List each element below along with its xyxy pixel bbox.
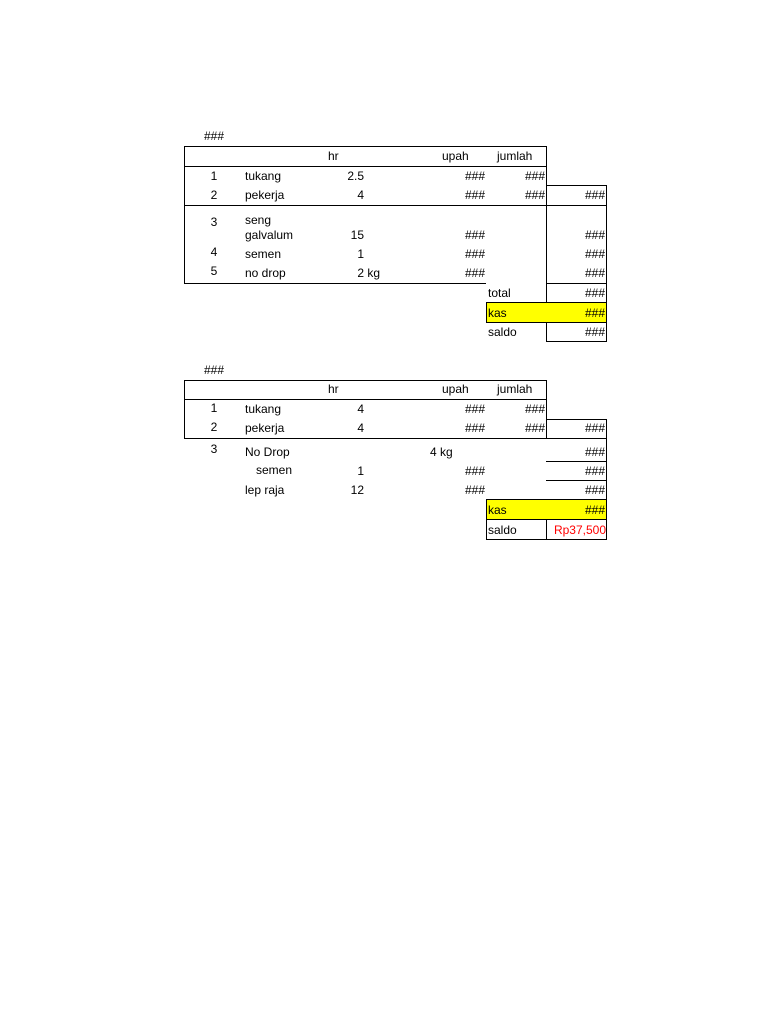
upah-value[interactable]: ###: [464, 402, 485, 416]
upah-value[interactable]: ###: [464, 228, 485, 242]
summary-saldo-label[interactable]: saldo: [488, 325, 517, 339]
grid-line: [606, 185, 607, 341]
summary-kas-value[interactable]: ###: [584, 503, 605, 517]
summary-kas-label[interactable]: kas: [488, 306, 507, 320]
upah-value[interactable]: ###: [464, 169, 485, 183]
header-upah[interactable]: upah: [442, 382, 469, 396]
grid-line: [546, 461, 607, 462]
grid-line: [546, 341, 607, 342]
header-hr[interactable]: hr: [328, 382, 339, 396]
upah-value[interactable]: ###: [464, 421, 485, 435]
total-value[interactable]: ###: [584, 247, 605, 261]
total-value[interactable]: ###: [584, 266, 605, 280]
upah-value[interactable]: ###: [464, 266, 485, 280]
upah-value[interactable]: ###: [464, 188, 485, 202]
grid-line: [184, 399, 547, 400]
grid-line: [546, 438, 607, 439]
hr-value[interactable]: 2.5: [347, 169, 364, 183]
row-number[interactable]: 2: [210, 420, 218, 434]
grid-line: [606, 419, 607, 438]
grid-line: [184, 205, 547, 206]
jumlah-value[interactable]: ###: [524, 188, 545, 202]
row-number[interactable]: 5: [210, 264, 218, 278]
grid-line: [546, 283, 607, 284]
item-name[interactable]: galvalum: [245, 228, 294, 242]
total-value[interactable]: ###: [584, 421, 605, 435]
hr-value[interactable]: 4: [357, 188, 364, 202]
upah-value[interactable]: ###: [464, 247, 485, 261]
upah-value[interactable]: ###: [464, 464, 485, 478]
item-name-line-1[interactable]: seng: [245, 213, 272, 227]
section-1-title[interactable]: ###: [204, 129, 225, 143]
grid-line: [546, 185, 607, 186]
item-name[interactable]: semen: [245, 247, 282, 261]
summary-saldo-label[interactable]: saldo: [488, 523, 517, 537]
jumlah-value[interactable]: ###: [524, 402, 545, 416]
jumlah-value[interactable]: ###: [524, 421, 545, 435]
section-2-title[interactable]: ###: [204, 363, 225, 377]
grid-line: [184, 283, 486, 284]
grid-line: [546, 419, 607, 420]
hr-value[interactable]: 12: [350, 483, 364, 497]
total-value[interactable]: ###: [584, 445, 605, 459]
summary-total-label[interactable]: total: [488, 286, 511, 300]
row-number[interactable]: 1: [210, 169, 218, 183]
header-upah[interactable]: upah: [442, 149, 469, 163]
total-value[interactable]: ###: [584, 464, 605, 478]
item-name[interactable]: pekerja: [245, 421, 285, 435]
grid-line: [546, 419, 547, 438]
row-number[interactable]: 3: [210, 442, 218, 456]
grid-line: [184, 438, 547, 439]
jumlah-value[interactable]: ###: [524, 169, 545, 183]
item-name[interactable]: pekerja: [245, 188, 285, 202]
total-value[interactable]: ###: [584, 483, 605, 497]
grid-line: [184, 146, 547, 147]
grid-line: [184, 380, 185, 438]
grid-line: [184, 380, 547, 381]
grid-line: [546, 480, 607, 481]
grid-line: [546, 205, 607, 206]
row-number[interactable]: 4: [210, 245, 218, 259]
item-name[interactable]: no drop: [245, 266, 286, 280]
item-name[interactable]: tukang: [245, 169, 282, 183]
hr-value[interactable]: 4: [357, 402, 364, 416]
hr-value[interactable]: 2 kg: [357, 266, 380, 280]
grid-line: [606, 438, 607, 539]
hr-value[interactable]: 1: [357, 464, 364, 478]
hr-value[interactable]: 4: [357, 421, 364, 435]
row-number[interactable]: 2: [210, 188, 218, 202]
upah-value[interactable]: 4 kg: [430, 445, 453, 459]
summary-total-value[interactable]: ###: [584, 286, 605, 300]
summary-kas-label[interactable]: kas: [488, 503, 507, 517]
summary-kas-value[interactable]: ###: [584, 306, 605, 320]
header-hr[interactable]: hr: [328, 149, 339, 163]
row-number[interactable]: 1: [210, 401, 218, 415]
hr-value[interactable]: 1: [357, 247, 364, 261]
item-name[interactable]: lep raja: [245, 483, 285, 497]
row-number[interactable]: 3: [210, 215, 218, 229]
item-name[interactable]: No Drop: [245, 445, 290, 459]
total-value[interactable]: ###: [584, 228, 605, 242]
grid-line: [486, 539, 607, 540]
total-value[interactable]: ###: [584, 188, 605, 202]
header-jumlah[interactable]: jumlah: [497, 382, 533, 396]
grid-line: [184, 166, 547, 167]
hr-value[interactable]: 15: [350, 228, 364, 242]
summary-saldo-value[interactable]: ###: [584, 325, 605, 339]
item-name[interactable]: semen: [256, 463, 293, 477]
item-name[interactable]: tukang: [245, 402, 282, 416]
grid-line: [184, 146, 185, 283]
summary-saldo-value[interactable]: Rp37,500: [553, 523, 606, 537]
upah-value[interactable]: ###: [464, 483, 485, 497]
header-jumlah[interactable]: jumlah: [497, 149, 533, 163]
